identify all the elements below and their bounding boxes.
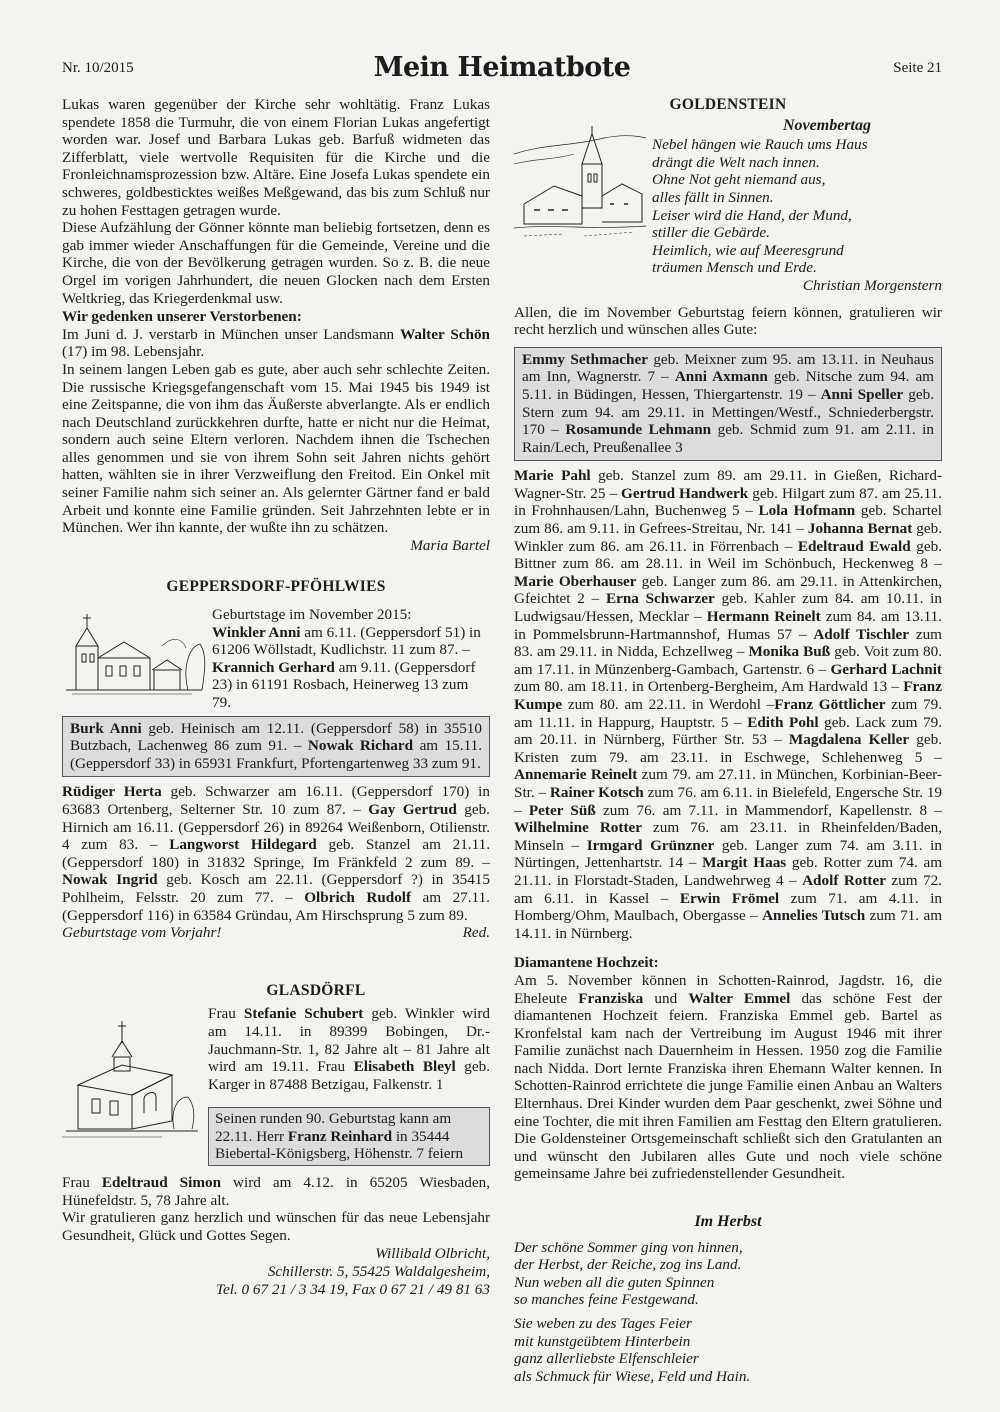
poem-line: der Herbst, der Reiche, zog ins Land. xyxy=(514,1256,742,1274)
birthday-name: Edeltraud Ewald xyxy=(797,537,911,555)
highlight-box-geppersdorf xyxy=(62,716,490,778)
goldenstein-box-text: Emmy Sethmacher geb. Meixner zum 95. am 13.11. in Neuhaus am Inn, Wagnerstr. 7 – Anni Axmann geb. Nitsche zum 94. am 5.11. in Büdingen, Hessen, Thiergartenstr. 19 – Anni Speller geb. Stern zum 94. am 29.11. in Mettingen/Westf., Schniederbergstr. 170 – Rosamunde Lehmann geb. Schmid zum 91. am 2.11. in Rain/Lech, Preußenallee 3 xyxy=(522,350,934,456)
birthday-name: Marie Oberhauser xyxy=(514,572,637,590)
birthday-name: Erwin Frömel xyxy=(679,889,780,907)
chapel-illustration-glasdoerfl xyxy=(62,1005,208,1166)
birthday-details: zum 76. am 6.11. in Bielefeld, Engersche Str. 19 – xyxy=(514,783,943,819)
birthday-name: Wilhelmine Rotter xyxy=(514,819,642,837)
poem-line: Ohne Not geht niemand aus, xyxy=(652,171,826,189)
intro-paragraph: Lukas waren gegenüber der Kirche sehr wohltätig. Franz Lukas spendete 1858 die Turmuhr, die von einem Florian Lukas angefertigt worden war. Josef und Barbara Lukas geb. Barfuß widmeten das Zifferblatt, viele wertvolle Requisiten für die Kirche und die Fronleichnamsprozession bzw. Altäre. Eine Josefa Lukas spendete ein schweres, goldbesticktes weißes Meßgewand, das bis zum Schluß nur zu hohen Festtagen getragen wurde. xyxy=(62,96,490,219)
geppersdorf-footnote: Geburtstage vom Vorjahr! xyxy=(62,924,222,942)
geppersdorf-birthday-list: Rüdiger Herta geb. Schwarzer am 16.11. (Geppersdorf 170) in 63683 Ortenberg, Selterner Str. 10 zum 87. – Gay Gertrud geb. Hirnich am 16.11. (Geppersdorf 26) in 89264 Weißenborn, Otilienstr. 4 zum 83. – Langworst Hildegard geb. Stanzel am 21.11. (Geppersdorf 180) in 31832 Springe, Im Fränkfeld 2 zum 89. – Nowak Ingrid geb. Kosch am 22.11. (Geppersdorf ?) in 35415 Pohlheim, Felsstr. 20 zum 77. – Olbrich Rudolf am 27.11. (Geppersdorf 116) in 63584 Gründau, Am Hirschsprung 5 zum 89. xyxy=(62,783,491,924)
goldenstein-birthday-list xyxy=(514,467,942,942)
birthday-details: zum 83. am 29.11. in Nidda, Echzellweg – xyxy=(514,625,942,661)
birthday-greeting: Allen, die im November Geburtstag feiern können, gratulieren wir recht herzlich und wünschen alles Gute: xyxy=(514,303,942,339)
birthday-name: Johanna Bernat xyxy=(807,520,913,538)
section-title-glasdoerfl: GLASDÖRFL xyxy=(266,981,366,999)
birthday-details: zum 80. am 22.11. in Werdohl – xyxy=(562,696,775,713)
birthday-name: Erna Schwarzer xyxy=(605,590,715,608)
village-illustration-goldenstein xyxy=(514,114,652,277)
poem-line: so manches feine Festgewand. xyxy=(514,1291,699,1309)
section-title-geppersdorf: GEPPERSDORF-PFÖHLWIES xyxy=(166,578,386,596)
birthday-details: zum 71. am 4.11. in Homberg/Ohm, Maulbach, Obergasse – xyxy=(514,889,943,925)
glasdoerfl-box-text: Seinen runden 90. Geburtstag kann am 22.11. Herr Franz Reinhard in 35444 Biebertal-Königsberg, Höhenstr. 7 feiern xyxy=(215,1110,464,1163)
birthday-name: Franz Göttlicher xyxy=(774,696,886,713)
geppersdorf-intro-text: Geburtstage im November 2015: xyxy=(212,606,412,624)
author-address: Schillerstr. 5, 55425 Waldalgesheim, xyxy=(267,1263,490,1281)
diamond-wedding-text: Am 5. November können in Schotten-Rainrod, Jagdstr. 16, die Eheleute Franziska und Walter Emmel das schöne Fest der diamantenen Hochzeit feiern. Franziska Emmel geb. Bartel as Kronfelstal kam nach der Vertreibung im August 1946 mit ihrer Familie zunächst nach Dauernheim in Hessen. 1950 zog die Familie nach Nidda. Dort lernte Franziska ihren Ehemann Walter kennen. In Schotten-Rainrod errichtete die junge Familie einen Anbau an Walters Elternhaus. Drei Kinder wurden dem Paar geschenkt, zwei Söhne und eine Tochter, die mit ihren Familien am Festtag den Eltern gratulieren. Die Goldensteiner Ortsgemeinschaft schließt sich den Gratulanten an und wünscht den Jubilaren alles Gute und noch viele schöne gemeinsame Jahre bei zufriedenstellender Gesundheit. xyxy=(514,971,942,1183)
memorial-heading: Wir gedenken unserer Verstorbenen: xyxy=(62,308,302,326)
poem-line: Heimlich, wie auf Meeresgrund xyxy=(652,241,844,259)
poem-author: Christian Morgenstern xyxy=(802,276,942,294)
birthday-details: zum 84. am 13.11. in Pommelsbrunn-Hartmannshof, Humas 57 – xyxy=(514,608,942,643)
birthday-details: geb. Kristen zum 79. am 23.11. in Eschwege, Schlehenweg 5 – xyxy=(514,731,942,766)
glasdoerfl-wishes: Wir gratulieren ganz herzlich und wünschen für das neue Lebensjahr Gesundheit, Glück und Gottes Segen. xyxy=(62,1209,490,1244)
birthday-name: Adolf Rotter xyxy=(802,871,886,889)
birthday-name: Magdalena Keller xyxy=(788,731,910,749)
left-column xyxy=(62,96,490,1298)
birthday-name: Gerhard Lachnit xyxy=(830,660,942,678)
poem-title: Im Herbst xyxy=(694,1213,762,1231)
birthday-details: geb. Langer zum 86. am 29.11. in Attenkirchen, Gfeichtet 2 – xyxy=(514,572,942,608)
poem-block xyxy=(514,114,942,277)
poem-line: alles fällt in Sinnen. xyxy=(652,188,774,206)
highlight-box-glasdoerfl xyxy=(208,1107,490,1166)
birthday-name: Edith Pohl xyxy=(747,713,819,731)
page-number: Seite 21 xyxy=(893,60,942,76)
birthday-name: Peter Süß xyxy=(528,801,596,819)
author-name: Willibald Olbricht, xyxy=(375,1245,490,1263)
issue-number: Nr. 10/2015 xyxy=(62,60,134,76)
birthday-name: Annelies Tutsch xyxy=(762,907,866,925)
author-phone: Tel. 0 67 21 / 3 34 19, Fax 0 67 21 / 49 81 63 xyxy=(215,1280,490,1298)
birthday-details: zum 79. am 11.11. in Happurg, Hauptstr. 5 – xyxy=(514,696,943,731)
poem-line: stiller die Gebärde. xyxy=(652,224,770,242)
poem-line: Leiser wird die Hand, der Mund, xyxy=(652,206,852,224)
birthday-name: Irmgard Grünzner xyxy=(586,836,715,854)
poem-im-herbst xyxy=(514,1213,942,1385)
memorial-notice: Im Juni d. J. verstarb in München unser Landsmann Walter Schön (17) im 98. Lebensjahr. xyxy=(62,325,490,361)
memorial-signature: Maria Bartel xyxy=(410,536,490,554)
poem-title: Novembertag xyxy=(783,116,871,134)
birthday-details: geb. Rotter zum 74. am 21.11. in Florstadt-Staden, Landwehrweg 4 – xyxy=(514,854,943,889)
birthday-details: zum 72. am 6.11. in Kassel – xyxy=(514,871,942,907)
birthday-name: Monika Buß xyxy=(748,643,831,661)
birthday-details: zum 76. am 7.11. in Mammendorf, Kapellenstr. 8 – xyxy=(595,801,943,819)
birthday-details: geb. Langer zum 74. am 3.11. in Nürtingen, Jettenhartstr. 14 – xyxy=(514,836,942,872)
birthday-name: Franz Kumpe xyxy=(514,678,942,713)
birthday-name: Lola Hofmann xyxy=(758,502,856,520)
birthday-details: geb. Lack zum 79. am 20.11. in Nürnberg, Fürther Str. 53 – xyxy=(514,713,942,749)
birthday-details: geb. Bittner zum 86. am 28.11. in Weil im Schönbuch, Heckenweg 8 – xyxy=(514,537,942,573)
poem-line: drängt die Welt nach innen. xyxy=(652,153,820,171)
poem-line: Nebel hängen wie Rauch ums Haus xyxy=(652,136,868,154)
memorial-text: In seinem langen Leben gab es gute, aber auch sehr schlechte Zeiten. Die russische Kriegsgefangenschaft vom 15. Mai 1945 bis 1949 ist eine Zeitspanne, die von ihm das Äußerste abverlangte. Als er endlich nach Deutschland zurückkehren durfte, hatte er nicht nur die Heimat, sondern auch seine Eltern verloren. Nachdem ihnen die Tschechen alles genommen und sie von ihrem Sohn seit Jahren nichts gehört hatten, wählten sie in ihrer Verzweiflung den Freitod. Ein Onkel mit seiner Familie nahm sich seiner an. Als gelernter Gärtner fand er bald Arbeit und konnte eine Familie gründen. Seit Jahrzehnten lebte er in München. Wer ihn kannte, der wußte ihn zu schätzen. xyxy=(62,360,490,537)
birthday-details: geb. Hilgart zum 87. am 25.11. in Frohnhausen/Lahn, Buchenweg 5 – xyxy=(514,484,943,520)
birthday-details: geb. Voit zum 80. am 17.11. in Münzenberg-Gambach, Gartenstr. 6 – xyxy=(514,643,942,678)
geppersdorf-box-text: Burk Anni geb. Heinisch am 12.11. (Geppersdorf 58) in 35510 Butzbach, Lachenweg 86 zum 91. – Nowak Richard am 15.11. (Geppersdorf 33) in 65931 Frankfurt, Pfortengartenweg 33 zum 91. xyxy=(70,719,482,772)
right-column xyxy=(514,96,942,1385)
editor-mark: Red. xyxy=(462,924,490,942)
masthead: Mein Heimatbote xyxy=(373,52,631,83)
poem-line: als Schmuck für Wiese, Feld und Hain. xyxy=(514,1367,751,1385)
section-title-goldenstein: GOLDENSTEIN xyxy=(669,96,787,113)
birthday-details: zum 71. am 14.11. in Nürnberg. xyxy=(514,907,943,942)
birthday-name: Margit Haas xyxy=(702,854,787,872)
birthday-name: Hermann Reinelt xyxy=(706,608,821,626)
glasdoerfl-birthdays: Frau Stefanie Schubert geb. Winkler wird am 14.11. in 89399 Bobingen, Dr.-Jauchmann-Str. 1, 82 Jahre alt – 81 Jahre alt wird am 19.11. Frau Elisabeth Bleyl geb. Karger in 87488 Betzigau, Falkenstr. 1 xyxy=(208,1005,490,1093)
birthday-details: geb. Schartel zum 86. am 9.11. in Gefrees-Streitau, Nr. 141 – xyxy=(514,502,942,538)
poem-line: Sie weben zu des Tages Feier xyxy=(514,1315,692,1332)
diamond-wedding-heading: Diamantene Hochzeit: xyxy=(514,954,659,972)
birthday-name: Annemarie Reinelt xyxy=(514,766,638,784)
intro-paragraph: Diese Aufzählung der Gönner könnte man beliebig fortsetzen, denn es gab immer wieder Anschaffungen für die Gemeinde, Vereine und die Kirche, die von der Bevölkerung getragen wurden. So z. B. die neue Orgel im vorigen Jahrhundert, die neuen Glocken nach dem Ersten Weltkrieg, das Kriegerdenkmal usw. xyxy=(62,219,490,307)
church-illustration-geppersdorf xyxy=(62,606,212,712)
birthday-name: Marie Pahl xyxy=(514,467,591,485)
poem-line: träumen Mensch und Erde. xyxy=(652,259,817,277)
birthday-details: geb. Stanzel zum 89. am 29.11. in Gießen, Richard-Wagner-Str. 25 – xyxy=(514,467,942,502)
birthday-name: Rainer Kotsch xyxy=(549,783,644,801)
birthday-details: geb. Winkler zum 86. am 26.11. in Förrenbach – xyxy=(514,520,942,555)
birthday-name: Gertrud Handwerk xyxy=(621,484,749,502)
geppersdorf-intro xyxy=(62,606,490,712)
birthday-details: zum 79. am 27.11. in München, Korbinian-Beer-Str. – xyxy=(514,766,942,801)
birthday-name: Adolf Tischler xyxy=(813,625,910,643)
poem-line: mit kunstgeübtem Hinterbein xyxy=(514,1332,691,1350)
poem-line: ganz allerliebste Elfenschleier xyxy=(514,1350,699,1368)
geppersdorf-footer xyxy=(62,924,490,942)
highlight-box-goldenstein xyxy=(514,347,942,462)
glasdoerfl-birthday-extra: Frau Edeltraud Simon wird am 4.12. in 65205 Wiesbaden, Hünefeldstr. 5, 78 Jahre alt. xyxy=(62,1174,490,1209)
birthday-details: zum 76. am 23.11. in Rheinfelden/Baden, Minseln – xyxy=(514,819,942,854)
poem-line: Nun weben all die guten Spinnen xyxy=(514,1273,715,1291)
birthday-details: zum 80. am 18.11. in Ortenberg-Bergheim, Am Hardwald 13 – xyxy=(514,678,904,696)
poem-line: Der schöne Sommer ging von hinnen, xyxy=(514,1238,743,1256)
birthday-details: geb. Kahler zum 84. am 10.11. in Ludwigsau/Hessen, Mecklar – xyxy=(514,590,942,626)
poem-novembertag xyxy=(652,114,942,277)
glasdoerfl-block xyxy=(62,1005,490,1166)
geppersdorf-birthday-1: Winkler Anni am 6.11. (Geppersdorf 51) in 61206 Wöllstadt, Kudlichstr. 11 zum 87. –Krannich Gerhard am 9.11. (Geppersdorf 23) in 61191 Rosbach, Heinerweg 13 zum 79. xyxy=(212,623,481,711)
page-header xyxy=(62,52,942,88)
